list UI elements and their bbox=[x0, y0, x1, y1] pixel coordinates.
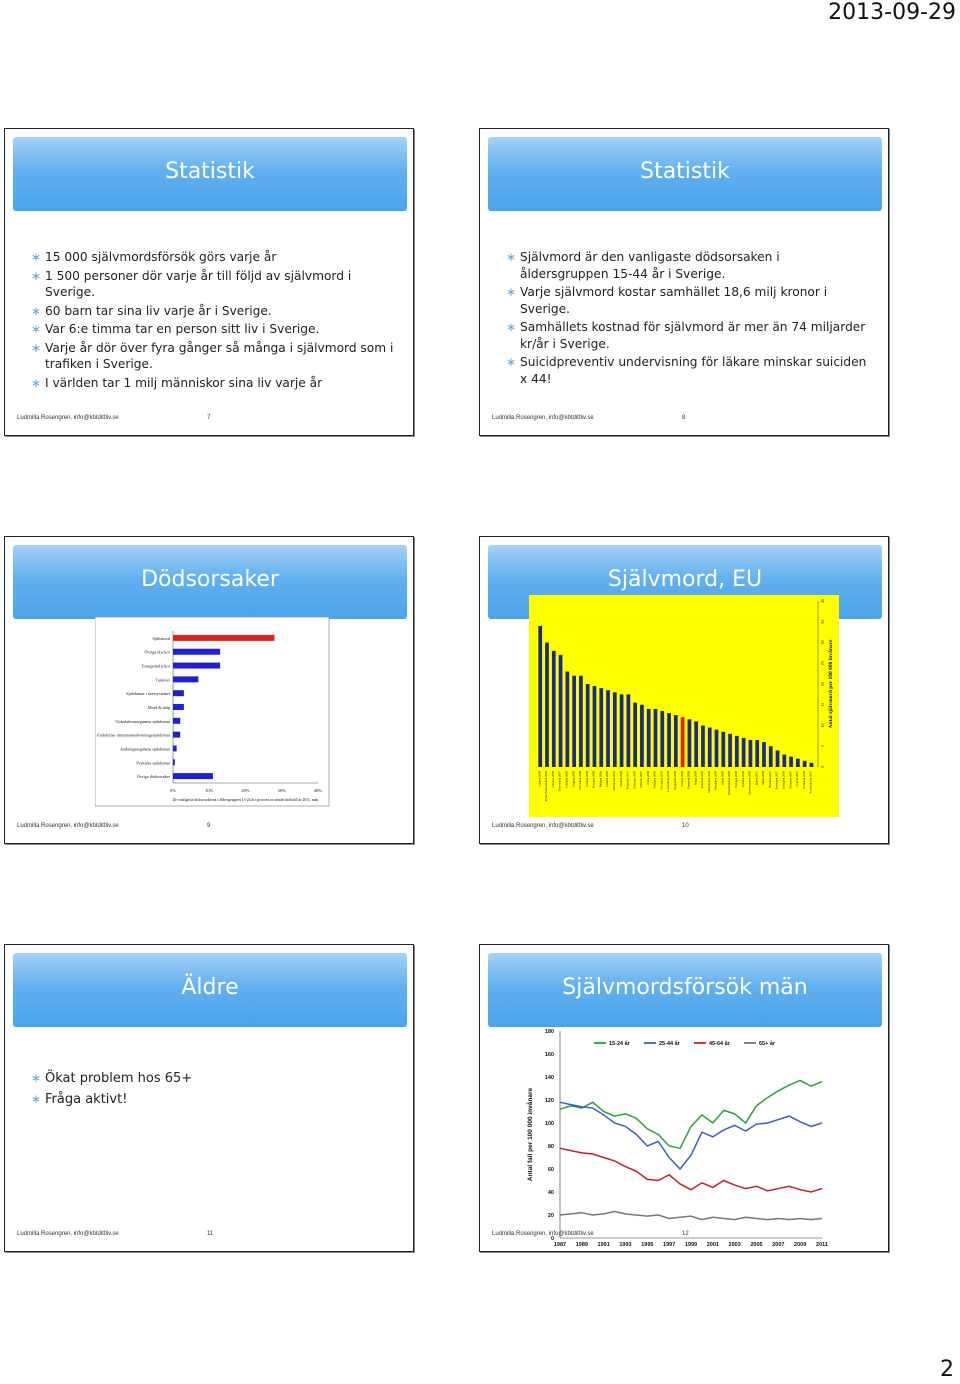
category-label: Grekland 2009 bbox=[801, 771, 806, 789]
category-label: Schweiz 2007 bbox=[639, 771, 644, 788]
category-label: Irland 2009 bbox=[720, 771, 725, 785]
bullet-item: ∗ Var 6:e timma tar en person sitt liv i Sverige. bbox=[45, 321, 395, 338]
category-label: Azerbajdzjan 2007 bbox=[808, 771, 813, 794]
y-axis-label: Antal fall per 100 000 invånare bbox=[527, 1087, 534, 1182]
y-tick-label: 60 bbox=[547, 1167, 554, 1173]
category-label: Sverige 2009 bbox=[679, 771, 684, 787]
legend-label: 65+ år bbox=[759, 1041, 776, 1047]
bar bbox=[599, 688, 603, 767]
slide-11 bbox=[4, 944, 414, 1252]
y-tick-label: 20 bbox=[820, 682, 825, 686]
bar bbox=[620, 694, 624, 767]
bar bbox=[735, 736, 739, 767]
slide-banner bbox=[488, 953, 882, 1027]
bar bbox=[173, 663, 220, 669]
bar bbox=[803, 761, 807, 767]
bar bbox=[552, 651, 556, 767]
bullet-item: ∗ Ökat problem hos 65+ bbox=[45, 1069, 395, 1088]
page-number: 2 bbox=[940, 1357, 954, 1382]
y-tick-label: 0 bbox=[550, 1236, 554, 1242]
category-label: Spanien 2008 bbox=[740, 771, 745, 788]
category-label: Danmark 2006 bbox=[686, 771, 691, 789]
bullet-list bbox=[520, 249, 870, 389]
category-label: Armenien 2007 bbox=[774, 771, 779, 790]
bar bbox=[681, 717, 685, 767]
slide-7 bbox=[4, 128, 414, 436]
bullet-item: ∗ 60 barn tar sina liv varje år i Sverige. bbox=[45, 303, 395, 320]
bar bbox=[776, 750, 780, 767]
bar bbox=[613, 692, 617, 767]
slide-footer: Ludmilla Rosengren, info@kbtdittliv.se bbox=[17, 823, 119, 829]
bar bbox=[715, 730, 719, 767]
series-line bbox=[560, 1080, 822, 1148]
bar bbox=[538, 626, 542, 767]
slide-9 bbox=[4, 536, 414, 844]
bar bbox=[545, 643, 549, 768]
slide-footer: Ludmilla Rosengren, info@kbtdittliv.se bbox=[17, 415, 119, 421]
category-label: Italien 2007 bbox=[754, 771, 759, 786]
bar bbox=[559, 655, 563, 767]
category-label: Vitryssland 2007 bbox=[557, 771, 562, 792]
bullet-item: ∗ 15 000 självmordsförsök görs varje år bbox=[45, 249, 395, 266]
y-tick-label: 180 bbox=[544, 1029, 554, 1035]
y-tick-label: 10 bbox=[820, 723, 825, 728]
x-tick-label: 2005 bbox=[750, 1242, 763, 1248]
bar bbox=[593, 686, 597, 767]
bar bbox=[688, 719, 692, 767]
category-label: Österrike 2009 bbox=[632, 771, 637, 789]
x-tick-label: 20% bbox=[241, 788, 250, 793]
category-label: Transportolyckor bbox=[141, 663, 170, 669]
legend-label: 45-64 år bbox=[709, 1041, 730, 1047]
x-tick-label: 1989 bbox=[575, 1242, 588, 1248]
category-label: Storbritannien 2009 bbox=[747, 771, 752, 795]
y-tick-label: 30 bbox=[820, 640, 825, 645]
bar bbox=[728, 734, 732, 767]
category-label: Rumänien 2009 bbox=[713, 771, 718, 791]
slide-footer: Ludmilla Rosengren, info@kbtdittliv.se bbox=[492, 1231, 594, 1237]
bar bbox=[810, 763, 814, 767]
slide-8 bbox=[479, 128, 889, 436]
x-tick-label: 1987 bbox=[553, 1242, 567, 1248]
bar bbox=[173, 635, 275, 641]
bar bbox=[173, 690, 184, 696]
slide-number: 8 bbox=[682, 415, 686, 421]
bar bbox=[762, 742, 766, 767]
x-tick-label: 1991 bbox=[597, 1242, 610, 1248]
bar bbox=[633, 703, 637, 767]
y-tick-label: 120 bbox=[544, 1098, 554, 1104]
category-label: Sjukdomar i nervsystemet bbox=[126, 691, 170, 697]
bar bbox=[173, 732, 180, 738]
slide-footer: Ludmilla Rosengren, info@kbtdittliv.se bbox=[17, 1231, 119, 1237]
y-tick-label: 5 bbox=[820, 745, 825, 748]
bullet-item: ∗ Fråga aktivt! bbox=[45, 1090, 395, 1109]
legend-label: 25-44 år bbox=[659, 1041, 680, 1047]
bar bbox=[654, 709, 658, 767]
bullet-item: ∗ Självmord är den vanligaste dödsorsaken i åldersgruppen 15-44 år i Sverige. bbox=[520, 249, 870, 282]
x-tick-label: 2009 bbox=[794, 1242, 807, 1248]
slide-title: Statistik bbox=[165, 159, 255, 184]
category-label: Malta 2008 bbox=[761, 771, 766, 785]
slide-number: 10 bbox=[682, 823, 689, 829]
category-label: Lettland 2009 bbox=[564, 771, 569, 788]
category-label: Tumörer bbox=[155, 677, 170, 683]
category-label: Andningsorganens sjukdomar bbox=[119, 746, 170, 752]
x-tick-label: 0% bbox=[170, 788, 176, 793]
bar bbox=[173, 773, 213, 779]
bullet-list bbox=[45, 249, 395, 393]
bar bbox=[660, 711, 664, 767]
slide-number: 12 bbox=[682, 1231, 689, 1237]
category-label: Övriga olyckor bbox=[144, 649, 170, 655]
category-label: Polen 2008 bbox=[645, 771, 650, 785]
y-tick-label: 140 bbox=[544, 1075, 554, 1081]
x-tick-label: 2001 bbox=[706, 1242, 719, 1248]
y-tick-label: 20 bbox=[547, 1213, 554, 1219]
x-tick-label: 30% bbox=[277, 788, 286, 793]
series-line bbox=[560, 1102, 822, 1169]
category-label: Cypern 2007 bbox=[795, 771, 800, 787]
bar bbox=[782, 755, 786, 767]
category-label: Psykiska sjukdomar bbox=[136, 760, 170, 766]
page-date: 2013-09-29 bbox=[828, 0, 956, 25]
y-tick-label: 160 bbox=[544, 1052, 554, 1058]
bullet-item: ∗ 1 500 personer dör varje år till följd av självmord i Sverige. bbox=[45, 268, 395, 301]
category-label: Estland 2008 bbox=[584, 771, 589, 787]
slide-banner bbox=[13, 953, 407, 1027]
y-tick-label: 25 bbox=[820, 661, 825, 666]
x-tick-label: 1997 bbox=[663, 1242, 676, 1248]
bar bbox=[173, 745, 177, 751]
y-tick-label: 80 bbox=[547, 1144, 554, 1150]
category-label: Finland 2009 bbox=[605, 771, 610, 787]
slide-number: 7 bbox=[207, 415, 211, 421]
x-tick-label: 40% bbox=[313, 788, 323, 793]
y-tick-label: 40 bbox=[547, 1190, 554, 1196]
bullet-item: ∗ I världen tar 1 milj människor sina liv varje år bbox=[45, 375, 395, 392]
category-label: Självmord bbox=[152, 635, 170, 641]
bar bbox=[742, 738, 746, 767]
category-label: Moldavien 2010 bbox=[611, 771, 616, 791]
bar bbox=[755, 740, 759, 767]
x-axis-label: De vanligaste dödsorsakerna i åldersgruppen 15-24 år i procent av antalet dödsfall år 2011, män bbox=[172, 798, 319, 802]
slide-footer: Ludmilla Rosengren, info@kbtdittliv.se bbox=[492, 823, 594, 829]
category-label: Mord & dråp bbox=[147, 705, 170, 710]
bullet-item: ∗ Varje år dör över fyra gånger så många i självmord som i trafiken i Sverige. bbox=[45, 340, 395, 373]
category-label: Endokrina- immunomedvetningssjukdomar bbox=[97, 732, 170, 738]
y-tick-label: 0 bbox=[820, 766, 825, 768]
slide-banner bbox=[13, 545, 407, 619]
category-label: Frankrike 2007 bbox=[625, 771, 630, 790]
category-label: Albanien 2007 bbox=[788, 771, 793, 789]
slide-banner bbox=[488, 137, 882, 211]
series-line bbox=[560, 1212, 822, 1220]
x-tick-label: 2003 bbox=[728, 1242, 741, 1248]
slide-footer: Ludmilla Rosengren, info@kbtdittliv.se bbox=[492, 415, 594, 421]
category-label: Makedonien 2006 bbox=[706, 771, 711, 793]
bar bbox=[606, 690, 610, 767]
slide-12 bbox=[479, 944, 889, 1252]
x-tick-label: 2011 bbox=[816, 1242, 828, 1248]
slide-10 bbox=[479, 536, 889, 844]
x-tick-label: 10% bbox=[205, 788, 214, 793]
suicide-attempts-men-chart bbox=[524, 1029, 834, 1251]
legend-label: 15-24 år bbox=[609, 1041, 630, 1047]
x-tick-label: 1999 bbox=[684, 1242, 698, 1248]
x-tick-label: 1993 bbox=[619, 1242, 632, 1248]
category-label: Ryska Federationen 2006 bbox=[544, 771, 549, 802]
category-label: Litauen 2008 bbox=[537, 771, 542, 787]
bar bbox=[173, 676, 198, 682]
category-label: Luxemburg 2008 bbox=[666, 771, 671, 792]
x-tick-label: 1995 bbox=[641, 1242, 654, 1248]
category-label: Slovenien 2009 bbox=[578, 771, 583, 790]
bullet-list bbox=[45, 1069, 395, 1111]
category-label: Belgien 2006 bbox=[598, 771, 603, 788]
bullet-item: ∗ Samhällets kostnad för självmord är mer än 74 miljarder kr/år i Sverige. bbox=[520, 319, 870, 352]
bar bbox=[674, 715, 678, 767]
y-axis-label: Antal självmord per 100 000 invånare bbox=[828, 639, 834, 729]
bar bbox=[565, 672, 569, 767]
slide-number: 9 bbox=[207, 823, 211, 829]
category-label: Georgien 2009 bbox=[781, 771, 786, 789]
y-tick-label: 15 bbox=[820, 702, 825, 707]
bar bbox=[173, 718, 180, 724]
bar bbox=[572, 676, 576, 767]
category-label: Kroatien 2009 bbox=[591, 771, 596, 789]
bullet-item: ∗ Varje självmord kostar samhället 18,6 milj kronor i Sverige. bbox=[520, 284, 870, 317]
bar bbox=[789, 757, 793, 767]
slide-title: Självmord, EU bbox=[607, 567, 763, 592]
category-label: Portugal 2008 bbox=[734, 771, 739, 788]
bar bbox=[667, 713, 671, 767]
eu-suicide-chart bbox=[529, 595, 839, 817]
y-tick-label: 40 bbox=[820, 599, 825, 603]
category-label: Bulgarien 2009 bbox=[673, 771, 677, 790]
bar bbox=[694, 721, 698, 767]
bar bbox=[173, 704, 184, 710]
bar bbox=[721, 732, 725, 767]
bar bbox=[627, 694, 631, 767]
category-label: Cirkulationsorganens sjukdomar bbox=[115, 718, 170, 724]
bar bbox=[796, 759, 800, 767]
x-tick-label: 2007 bbox=[772, 1242, 785, 1248]
bar bbox=[173, 759, 175, 765]
slide-number: 11 bbox=[207, 1231, 214, 1237]
category-label: Tyskland 2006 bbox=[700, 771, 705, 789]
bar bbox=[640, 705, 644, 767]
slide-title: Dödsorsaker bbox=[141, 567, 279, 592]
category-label: Serbien 2009 bbox=[618, 771, 623, 787]
y-tick-label: 35 bbox=[820, 619, 825, 624]
bar bbox=[749, 740, 753, 767]
bar bbox=[701, 726, 705, 768]
causes-of-death-chart bbox=[95, 617, 330, 807]
category-label: Ungern 2009 bbox=[571, 771, 576, 787]
slide-title: Självmordsförsök män bbox=[562, 975, 808, 1000]
bar bbox=[769, 746, 773, 767]
bar bbox=[586, 684, 590, 767]
category-label: Slovakien 2005 bbox=[659, 771, 664, 790]
category-label: Norge 2009 bbox=[693, 771, 698, 786]
bar bbox=[647, 709, 651, 767]
slide-banner bbox=[13, 137, 407, 211]
category-label: Ukraina 2009 bbox=[550, 771, 555, 788]
slide-title: Äldre bbox=[181, 975, 239, 1000]
category-label: Övriga dödsorsaker bbox=[137, 774, 170, 780]
y-tick-label: 100 bbox=[544, 1121, 554, 1127]
category-label: Bosnien 2007 bbox=[767, 771, 772, 788]
bar bbox=[579, 676, 583, 767]
category-label: Nederländerna 2009 bbox=[727, 771, 732, 796]
bullet-item: ∗ Suicidpreventiv undervisning för läkare minskar suiciden x 44! bbox=[520, 354, 870, 387]
category-label: Tjeckien 2009 bbox=[652, 771, 657, 789]
slide-title: Statistik bbox=[640, 159, 730, 184]
bar bbox=[708, 728, 712, 767]
bar bbox=[173, 649, 220, 655]
